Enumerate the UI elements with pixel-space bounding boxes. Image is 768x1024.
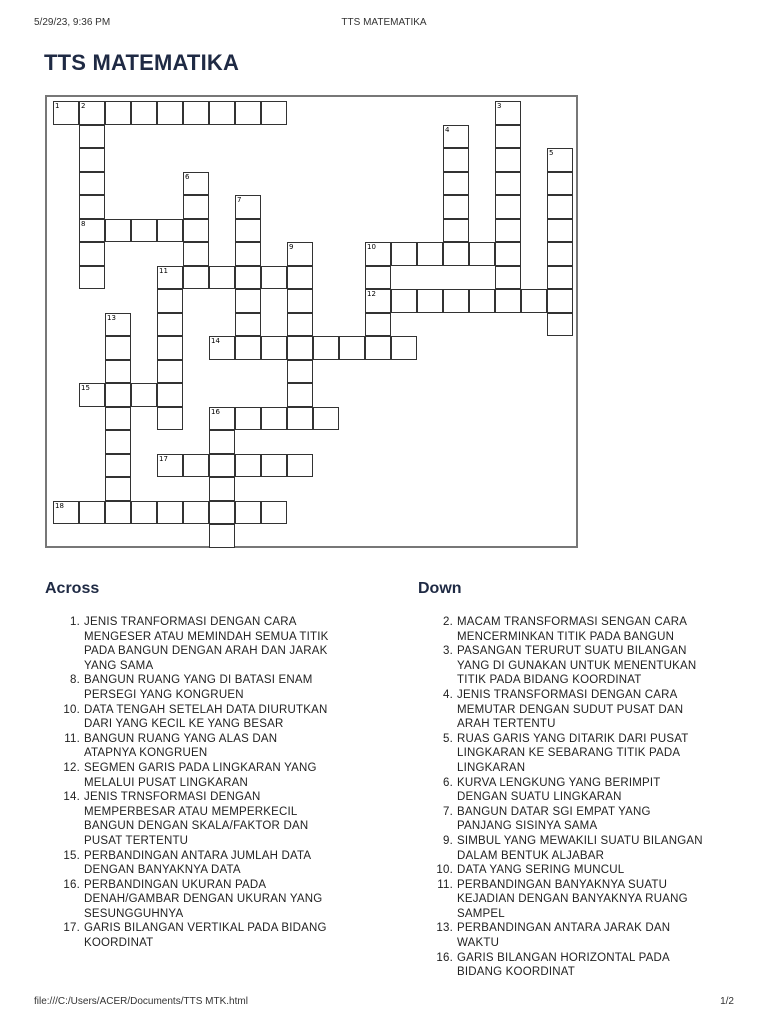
clue-number: 8 [81, 219, 86, 228]
crossword-cell[interactable] [443, 125, 469, 149]
crossword-cell[interactable] [391, 336, 417, 360]
crossword-cell[interactable] [209, 454, 235, 478]
clue-text: DATA TENGAH SETELAH DATA DIURUTKAN DARI YANG KECIL KE YANG BESAR [84, 703, 328, 731]
across-clue [46, 761, 331, 790]
across-clue [46, 878, 331, 922]
crossword-cell[interactable] [495, 125, 521, 149]
clue-number: 3. [443, 645, 453, 658]
across-clue [46, 921, 331, 950]
crossword-cell[interactable] [105, 383, 131, 407]
clue-number: 5 [549, 149, 554, 157]
crossword-cell[interactable] [313, 407, 339, 431]
clue-number: 10 [367, 243, 376, 251]
clue-number: 12. [63, 761, 80, 774]
clue-text: PASANGAN TERURUT SUATU BILANGAN YANG DI GUNAKAN UNTUK MENENTUKAN TITIK PADA BIDANG KOORDINAT [457, 645, 697, 687]
crossword-cell[interactable] [183, 501, 209, 525]
clue-text: JENIS TRANFORMASI DENGAN CARA MENGESER ATAU MEMINDAH SEMUA TITIK PADA BANGUN DENGAN ARAH DAN JARAK YANG SAMA [84, 616, 329, 672]
crossword-cell[interactable] [365, 336, 391, 360]
clue-text: JENIS TRANSFORMASI DENGAN CARA MEMUTAR DENGAN SUDUT PUSAT DAN ARAH TERTENTU [457, 688, 684, 731]
crossword-cell[interactable] [469, 242, 495, 266]
across-clue [46, 732, 331, 761]
crossword-cell[interactable] [235, 313, 261, 337]
crossword-cell[interactable] [365, 266, 391, 290]
crossword-cell[interactable] [209, 266, 235, 290]
crossword-cell[interactable] [157, 360, 183, 384]
down-clue [419, 921, 704, 950]
crossword-cell[interactable] [235, 454, 261, 478]
crossword-cell[interactable] [105, 101, 131, 125]
crossword-cell[interactable] [365, 289, 391, 313]
crossword-cell[interactable] [261, 336, 287, 360]
crossword-cell[interactable] [209, 501, 235, 525]
crossword-cell[interactable] [495, 289, 521, 313]
down-clue [419, 644, 704, 688]
crossword-cell[interactable] [131, 219, 157, 243]
clue-number: 6 [185, 172, 190, 181]
crossword-cell[interactable] [495, 101, 521, 125]
crossword-cell[interactable] [235, 219, 261, 243]
crossword-cell[interactable] [235, 407, 261, 431]
clue-text: GARIS BILANGAN VERTIKAL PADA BIDANG KOORDINAT [84, 922, 327, 950]
crossword-cell[interactable] [157, 219, 183, 243]
crossword-cell[interactable] [79, 266, 105, 290]
crossword-cell[interactable] [235, 266, 261, 290]
clue-text: PERBANDINGAN BANYAKNYA SUATU KEJADIAN DENGAN BANYAKNYA RUANG SAMPEL [457, 878, 688, 920]
clue-text: BANGUN RUANG YANG ALAS DAN ATAPNYA KONGRUEN [84, 732, 278, 760]
crossword-cell[interactable] [443, 148, 469, 172]
crossword-cell[interactable] [79, 148, 105, 172]
crossword-cell[interactable] [443, 219, 469, 243]
clue-number: 1 [55, 102, 60, 110]
crossword-cell[interactable] [495, 266, 521, 290]
crossword-cell[interactable] [79, 219, 105, 243]
crossword-cell[interactable] [105, 501, 131, 525]
crossword-cell[interactable] [157, 383, 183, 407]
crossword-cell[interactable] [391, 289, 417, 313]
print-datetime: 5/29/23, 9:36 PM [34, 17, 111, 28]
clue-text: BANGUN DATAR SGI EMPAT YANG PANJANG SISINYA SAMA [457, 805, 651, 833]
crossword-cell[interactable] [183, 101, 209, 125]
crossword-cell[interactable] [495, 242, 521, 266]
crossword-cell[interactable] [157, 289, 183, 313]
crossword-cell[interactable] [105, 360, 131, 384]
clue-text: SEGMEN GARIS PADA LINGKARAN YANG MELALUI PUSAT LINGKARAN [84, 761, 317, 789]
clue-number: 7 [237, 196, 242, 204]
crossword-cell[interactable] [391, 242, 417, 266]
crossword-cell[interactable] [235, 501, 261, 525]
crossword-cell[interactable] [79, 242, 105, 266]
clue-number: 5. [443, 732, 453, 745]
page-title: TTS MATEMATIKA [44, 50, 240, 75]
crossword-cell[interactable] [183, 219, 209, 243]
crossword-cell[interactable] [79, 172, 105, 196]
clue-number: 15 [81, 384, 90, 392]
crossword-cell[interactable] [53, 101, 79, 125]
down-clue-list [419, 615, 704, 980]
print-page-number: 1/2 [720, 996, 734, 1007]
crossword-cell[interactable] [261, 501, 287, 525]
crossword-cell[interactable] [417, 242, 443, 266]
crossword-cell[interactable] [209, 477, 235, 501]
print-file-path: file:///C:/Users/ACER/Documents/TTS MTK.html [34, 996, 248, 1007]
clue-number: 2. [443, 616, 453, 628]
crossword-cell[interactable] [339, 336, 365, 360]
crossword-cell[interactable] [105, 430, 131, 454]
crossword-cell[interactable] [495, 195, 521, 219]
crossword-cell[interactable] [79, 125, 105, 149]
across-clue [46, 703, 331, 732]
clue-text: SIMBUL YANG MEWAKILI SUATU BILANGAN DALAM BENTUK ALJABAR [457, 834, 703, 862]
crossword-cell[interactable] [547, 172, 573, 196]
across-clue [46, 790, 331, 848]
crossword-cell[interactable] [183, 195, 209, 219]
crossword-cell[interactable] [261, 407, 287, 431]
crossword-cell[interactable] [209, 101, 235, 125]
down-clue [419, 805, 704, 834]
crossword-cell[interactable] [469, 289, 495, 313]
clue-number: 14. [63, 791, 80, 804]
clue-number: 14 [211, 337, 220, 345]
crossword-cell[interactable] [157, 336, 183, 360]
crossword-cell[interactable] [157, 454, 183, 478]
clue-number: 7. [443, 805, 453, 818]
crossword-cell[interactable] [235, 336, 261, 360]
crossword-cell[interactable] [443, 289, 469, 313]
crossword-cell[interactable] [287, 266, 313, 290]
clue-text: PERBANDINGAN ANTARA JARAK DAN WAKTU [457, 922, 671, 950]
clue-text: BANGUN RUANG YANG DI BATASI ENAM PERSEGI YANG KONGRUEN [84, 674, 313, 701]
clue-number: 18 [55, 501, 64, 510]
clue-number: 8. [70, 674, 80, 687]
crossword-cell[interactable] [547, 242, 573, 266]
crossword-cell[interactable] [495, 219, 521, 243]
crossword-cell[interactable] [157, 313, 183, 337]
across-clue [46, 849, 331, 878]
down-clue [419, 951, 704, 980]
crossword-cell[interactable] [79, 383, 105, 407]
crossword-cell[interactable] [183, 454, 209, 478]
crossword-cell[interactable] [79, 101, 105, 125]
clue-text: RUAS GARIS YANG DITARIK DARI PUSAT LINGKARAN KE SEBARANG TITIK PADA LINGKARAN [457, 732, 689, 774]
crossword-cell[interactable] [131, 101, 157, 125]
across-clue [46, 673, 331, 702]
clue-number: 6. [443, 776, 453, 789]
crossword-cell[interactable] [105, 454, 131, 478]
crossword-cell[interactable] [261, 266, 287, 290]
crossword-cell[interactable] [365, 313, 391, 337]
crossword-cell[interactable] [131, 501, 157, 525]
crossword-cell[interactable] [157, 101, 183, 125]
crossword-cell[interactable] [183, 242, 209, 266]
down-clue [419, 732, 704, 776]
crossword-cell[interactable] [443, 242, 469, 266]
clue-number: 11. [64, 732, 80, 745]
crossword-cell[interactable] [547, 313, 573, 337]
crossword-cell[interactable] [287, 360, 313, 384]
clue-number: 10. [436, 864, 453, 877]
crossword-cell[interactable] [105, 219, 131, 243]
clue-number: 16. [63, 878, 80, 891]
down-clue [419, 878, 704, 922]
clue-number: 13. [436, 922, 453, 935]
clue-number: 9. [443, 834, 453, 847]
crossword-cell[interactable] [287, 383, 313, 407]
crossword-cell[interactable] [313, 336, 339, 360]
crossword-cell[interactable] [105, 477, 131, 501]
crossword-cell[interactable] [105, 313, 131, 337]
clue-text: MACAM TRANSFORMASI SENGAN CARA MENCERMINKAN TITIK PADA BANGUN [457, 616, 687, 643]
crossword-cell[interactable] [287, 336, 313, 360]
crossword-cell[interactable] [547, 195, 573, 219]
clue-text: KURVA LENGKUNG YANG BERIMPIT DENGAN SUATU LINGKARAN [457, 776, 661, 804]
crossword-cell[interactable] [157, 501, 183, 525]
crossword-cell[interactable] [261, 101, 287, 125]
crossword-cell[interactable] [53, 501, 79, 525]
crossword-cell[interactable] [209, 524, 235, 548]
across-heading: Across [45, 580, 100, 597]
clue-number: 17 [159, 454, 168, 463]
crossword-cell[interactable] [235, 242, 261, 266]
clue-number: 4 [445, 125, 450, 134]
clue-number: 10. [63, 703, 80, 716]
crossword-cell[interactable] [547, 266, 573, 290]
crossword-cell[interactable] [235, 195, 261, 219]
clue-number: 17. [63, 922, 80, 935]
crossword-cell[interactable] [417, 289, 443, 313]
crossword-cell[interactable] [131, 383, 157, 407]
clue-number: 16. [436, 951, 453, 964]
down-clue [419, 863, 704, 878]
crossword-cell[interactable] [287, 289, 313, 313]
crossword-grid [53, 101, 573, 543]
across-clue-list [46, 615, 331, 951]
crossword-cell[interactable] [547, 289, 573, 313]
clue-number: 13 [107, 313, 116, 322]
crossword-cell[interactable] [287, 242, 313, 266]
clue-number: 16 [211, 407, 220, 416]
clue-number: 1. [70, 616, 80, 628]
crossword-cell[interactable] [287, 407, 313, 431]
crossword-cell[interactable] [79, 195, 105, 219]
clue-number: 12 [367, 290, 376, 298]
clue-text: JENIS TRNSFORMASI DENGAN MEMPERBESAR ATAU MEMPERKECIL BANGUN DENGAN SKALA/FAKTOR DAN PUSAT TERTENTU [84, 791, 309, 847]
crossword-cell[interactable] [79, 501, 105, 525]
down-clue [419, 688, 704, 732]
crossword-cell[interactable] [287, 454, 313, 478]
clue-number: 11. [437, 878, 453, 891]
down-clue [419, 615, 704, 644]
crossword-cell[interactable] [547, 148, 573, 172]
crossword-cell[interactable] [235, 289, 261, 313]
crossword-cell[interactable] [209, 336, 235, 360]
crossword-cell[interactable] [443, 195, 469, 219]
clue-number: 3 [497, 102, 502, 110]
crossword-cell[interactable] [261, 454, 287, 478]
crossword-cell[interactable] [521, 289, 547, 313]
crossword-cell[interactable] [157, 266, 183, 290]
crossword-cell[interactable] [495, 172, 521, 196]
clue-text: DATA YANG SERING MUNCUL [457, 864, 625, 877]
clue-number: 9 [289, 243, 294, 251]
crossword-cell[interactable] [105, 336, 131, 360]
crossword-cell[interactable] [495, 148, 521, 172]
crossword-cell[interactable] [547, 219, 573, 243]
across-clue [46, 615, 331, 673]
clue-text: PERBANDINGAN UKURAN PADA DENAH/GAMBAR DENGAN UKURAN YANG SESUNGGUHNYA [84, 878, 323, 920]
crossword-cell[interactable] [105, 407, 131, 431]
down-clue [419, 776, 704, 805]
crossword-cell[interactable] [443, 172, 469, 196]
print-doc-title: TTS MATEMATIKA [341, 17, 427, 28]
crossword-cell[interactable] [365, 242, 391, 266]
clue-number: 2 [81, 102, 86, 110]
down-heading: Down [418, 580, 462, 597]
crossword-cell[interactable] [183, 266, 209, 290]
clue-number: 11 [159, 266, 168, 275]
clue-number: 4. [443, 688, 453, 701]
down-clue [419, 834, 704, 863]
crossword-cell[interactable] [235, 101, 261, 125]
crossword-cell[interactable] [183, 172, 209, 196]
clue-text: PERBANDINGAN ANTARA JUMLAH DATA DENGAN BANYAKNYA DATA [84, 849, 311, 877]
crossword-cell[interactable] [287, 313, 313, 337]
crossword-cell[interactable] [209, 407, 235, 431]
crossword-cell[interactable] [157, 407, 183, 431]
clue-text: GARIS BILANGAN HORIZONTAL PADA BIDANG KOORDINAT [457, 951, 670, 979]
crossword-cell[interactable] [209, 430, 235, 454]
clue-number: 15. [63, 849, 80, 862]
